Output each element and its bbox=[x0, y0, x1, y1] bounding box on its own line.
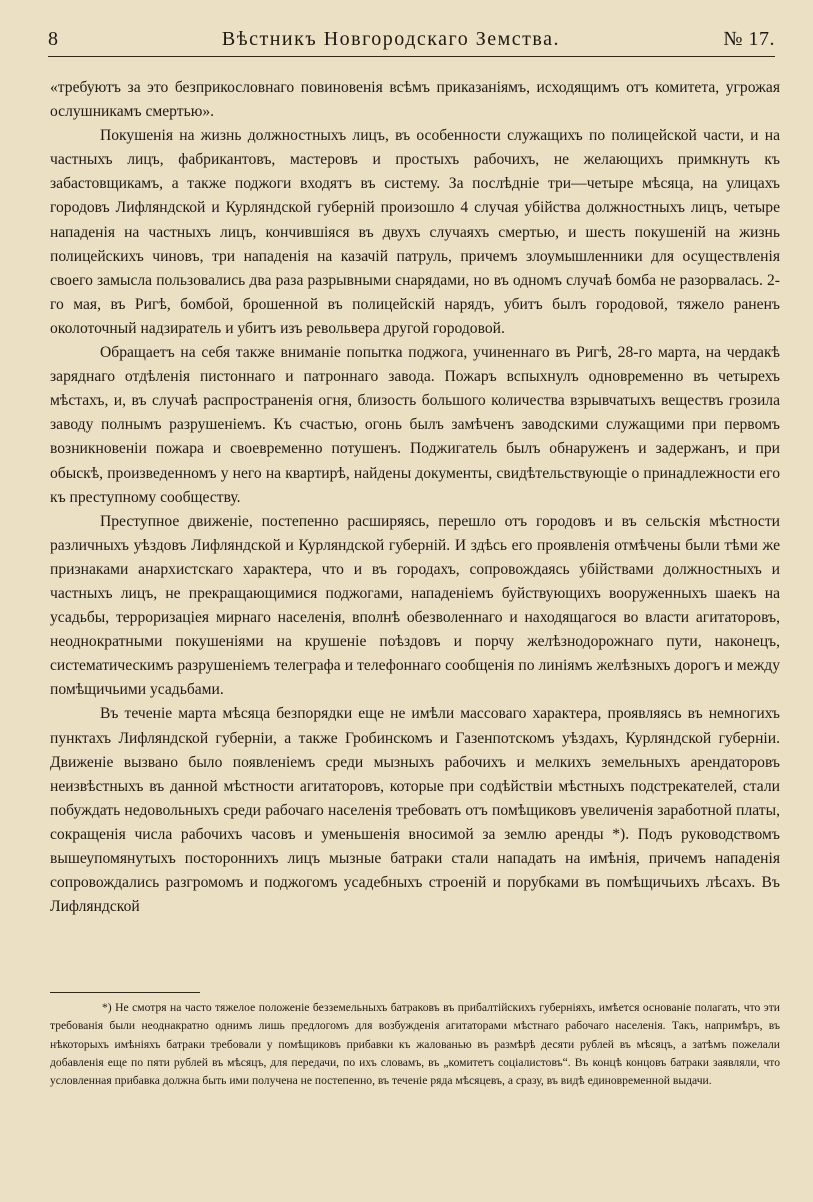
footnote-divider bbox=[50, 992, 200, 993]
issue-number: № 17. bbox=[723, 27, 775, 50]
footnote bbox=[50, 999, 780, 1090]
footnote-text: *) Не смотря на часто тяжелое положеніе безземельныхъ батраковъ въ прибалтійскихъ губерніяхъ, имѣется основаніе полагать, что эти требованія были неоднакратно однимъ лишь предлогомъ для возбужденія агитаторами мѣстнаго рабочаго населенія. Такъ, напримѣръ, въ нѣкоторыхъ имѣніяхъ батраки требовали у помѣщиковъ прибавки къ жалованью въ размѣрѣ десяти рублей въ мѣсяцъ, а затѣмъ пожелали добавленія еще по пяти рублей въ мѣсяцъ, для передачи, по ихъ словамъ, въ „комитетъ соціалистовъ“. Въ концѣ концовъ батраки заявляли, что условленная прибавка должна быть ими получена не постепенно, въ теченіе ряда мѣсяцевъ, а сразу, въ видѣ единовременной выдачи. bbox=[50, 1001, 780, 1088]
page-header bbox=[48, 22, 775, 57]
paragraph: Въ теченіе марта мѣсяца безпорядки еще не имѣли массоваго характера, проявляясь въ немногихъ пунктахъ Лифляндской губерніи, а также Гробинскомъ и Газенпотскомъ уѣздахъ, Курляндской губерніи. Движеніе вызвано было появленіемъ среди мызныхъ рабочихъ и мелкихъ земельныхъ арендаторовъ неизвѣстныхъ въ данной мѣстности агитаторовъ, которые при содѣйствіи мѣстныхъ подстрекателей, стали побуждать недовольныхъ среди рабочаго населенія требовать отъ помѣщиковъ увеличенія заработной платы, сокращенія числа рабочихъ часовъ и уменьшенія вносимой за землю аренды *). Подъ руководствомъ вышеупомянутыхъ постороннихъ лицъ мызные батраки стали нападать на имѣнія, причемъ нападенія сопровождались разгромомъ и поджогомъ усадебныхъ строеній и порубками въ помѣщичьихъ лѣсахъ. Въ Лифляндской bbox=[50, 705, 780, 916]
journal-title: Вѣстникъ Новгородскаго Земства. bbox=[221, 27, 560, 50]
body-text bbox=[50, 76, 780, 919]
paragraph: Обращаетъ на себя также вниманіе попытка поджога, учиненнаго въ Ригѣ, 28-го марта, на чердакѣ заряднаго отдѣленія пистоннаго и патроннаго завода. Пожаръ вспыхнулъ одновременно въ четырехъ мѣстахъ, и, въ случаѣ распространенія огня, близость большого количества взрывчатыхъ веществъ грозила заводу полнымъ разрушеніемъ. Къ счастью, огонь былъ замѣченъ заводскими служащими при первомъ возникновеніи пожара и своевременно потушенъ. Поджигатель былъ обнаруженъ и задержанъ, и при обыскѣ, произведенномъ у него на квартирѣ, найдены документы, свидѣтельствующіе о принадлежности его къ преступному сообществу. bbox=[50, 344, 780, 506]
paragraph: Преступное движеніе, постепенно расширяясь, перешло отъ городовъ и въ сельскія мѣстности различныхъ уѣздовъ Лифляндской и Курляндской губерній. И здѣсь его проявленія отмѣчены были тѣми же признаками анархистскаго характера, что и въ городахъ, сопровождаясь убійствами должностныхъ и частныхъ лицъ, не прекращающимися поджогами, нападеніемъ буйствующихъ вооруженныхъ шаекъ на усадьбы, терроризаціея мирнаго населенія, вполнѣ обезволеннаго и находящагося во власти агитаторовъ, неоднократными покушеніями на крушеніе поѣздовъ и порчу желѣзнодорожнаго пути, наконецъ, систематическимъ разрушеніемъ телеграфа и телефоннаго сообщенія по линіямъ желѣзныхъ дорогъ и между помѣщичьими усадьбами. bbox=[50, 512, 780, 699]
page-number: 8 bbox=[48, 27, 59, 50]
paragraph: Покушенія на жизнь должностныхъ лицъ, въ особенности служащихъ по полицейской части, и на частныхъ лицъ, фабрикантовъ, мастеровъ и простыхъ рабочихъ, не желающихъ примкнуть къ забастовщикамъ, а также поджоги входятъ въ систему. За послѣдніе три—четыре мѣсяца, на улицахъ городовъ Лифляндской и Курляндской губерній произошло 4 случая убійства должностныхъ лицъ, четыре нападенія на частныхъ лицъ, кончившіяся въ двухъ случаяхъ смертью, и шесть покушеній на жизнь полицейскихъ чиновъ, три нападенія на казачій патруль, причемъ злоумышленники для осуществленія своего замысла пользовались два раза разрывными снарядами, но въ одномъ случаѣ бомба не разорвалась. 2-го мая, въ Ригѣ, бомбой, брошенной въ полицейскій нарядъ, убитъ былъ городовой, тяжело раненъ околоточный надзиратель и убитъ изъ револьвера другой городовой. bbox=[50, 127, 780, 337]
paragraph: «требуютъ за это безприкословнаго повиновенія всѣмъ приказаніямъ, исходящимъ отъ комитета, угрожая ослушникамъ смертью». bbox=[50, 79, 780, 121]
